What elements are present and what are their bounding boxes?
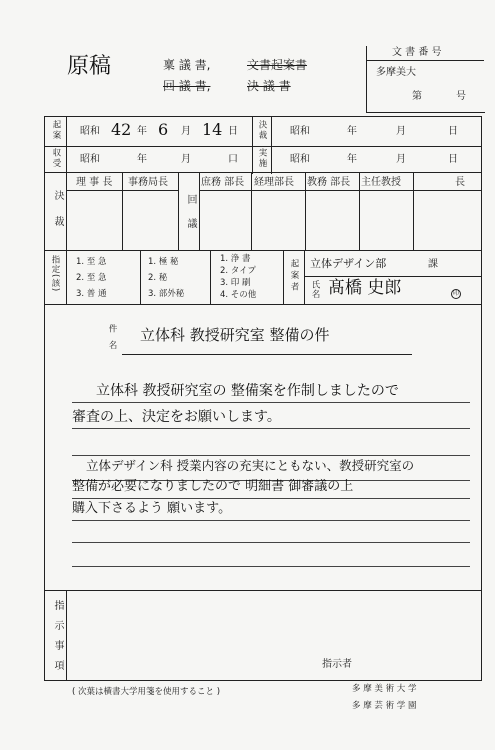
rijicho-label: 理 事 長 xyxy=(76,177,113,188)
secrecy-3: 3. 部外秘 xyxy=(148,289,185,299)
method-1: 1. 浄 書 xyxy=(220,254,251,264)
doc-type-kaigisho: 回 議 書, xyxy=(163,79,211,93)
kian-day: 14 xyxy=(202,120,223,139)
footer-note: ( 次葉は横書大学用箋を使用すること ) xyxy=(72,687,221,697)
dept-suffix: 課 xyxy=(428,259,438,270)
doc-number-dai: 第 xyxy=(412,91,422,102)
body-line-3: 立体デザイン科 授業内容の充実にともない、教授研究室の xyxy=(86,458,415,473)
shomu-bucho-label: 庶務 部長 xyxy=(201,177,245,188)
kessai-col-label: 決裁 xyxy=(52,190,63,242)
method-2: 2. タイプ xyxy=(220,266,256,276)
kyomu-bucho-label: 教務 部長 xyxy=(307,177,351,188)
kian-label: 起案 xyxy=(51,120,61,141)
jyuri-month-unit: 月 xyxy=(181,154,191,165)
shikou-year-unit: 年 xyxy=(347,154,357,165)
method-3: 3. 印 刷 xyxy=(220,278,251,288)
kian-year-unit: 年 xyxy=(137,126,147,137)
body-line-1: 立体科 教授研究室の 整備案を作制しましたので xyxy=(96,383,399,399)
stamp-genkou: 原稿 xyxy=(67,54,112,79)
shikou-day-unit: 日 xyxy=(448,154,458,165)
jimukyokucho-label: 事務局長 xyxy=(128,177,168,188)
instruction-signer-label: 指示者 xyxy=(322,659,352,670)
shikou-era: 昭和 xyxy=(290,154,310,165)
kessai-day-unit: 日 xyxy=(448,126,458,137)
footer-org-1: 多 摩 美 術 大 学 xyxy=(352,684,417,694)
doc-type-ketsugisho: 決 議 書 xyxy=(247,79,291,93)
kessai-year-unit: 年 xyxy=(347,126,357,137)
kian-year: 42 xyxy=(111,120,132,139)
doc-number-label: 文 書 番 号 xyxy=(392,47,442,58)
seal-mark: 印 xyxy=(452,290,459,297)
body-line-2: 審査の上、決定をお願いします。 xyxy=(72,409,281,425)
keiri-bucho-label: 経理部長 xyxy=(254,177,294,188)
name-label: 氏名 xyxy=(310,280,320,299)
shikou-label: 実施 xyxy=(257,148,267,169)
kian-era: 昭和 xyxy=(80,126,100,137)
kian-month: 6 xyxy=(158,120,169,139)
jyuri-era: 昭和 xyxy=(80,154,100,165)
doc-number-go: 号 xyxy=(456,91,466,102)
kessai-label: 決裁 xyxy=(257,120,267,141)
shunin-kyoju-label: 主任教授 xyxy=(361,177,401,188)
doc-type-rinqisho: 稟 議 書, xyxy=(163,58,211,72)
shitei-label: 指定(該) xyxy=(50,255,60,293)
kessai-era: 昭和 xyxy=(290,126,310,137)
urgency-2: 2. 至 急 xyxy=(76,273,107,283)
secrecy-1: 1. 極 秘 xyxy=(148,257,179,267)
jyuri-label: 収受 xyxy=(51,148,61,169)
urgency-1: 1. 至 急 xyxy=(76,257,107,267)
urgency-3: 3. 普 通 xyxy=(76,289,107,299)
doc-number-org: 多摩美大 xyxy=(376,67,416,78)
secrecy-2: 2. 秘 xyxy=(148,273,168,283)
footer-org-2: 多 摩 芸 術 学 園 xyxy=(352,701,417,711)
dept-name: 立体デザイン部 xyxy=(310,257,387,270)
doc-type-bunsho-kian: 文書起案書 xyxy=(247,58,308,72)
jyuri-day-unit: 口 xyxy=(228,154,238,165)
body-line-4: 整備が必要になりましたので 明細書 御審議の上 xyxy=(72,479,354,494)
subject-text: 立体科 教授研究室 整備の件 xyxy=(140,326,330,344)
jyuri-year-unit: 年 xyxy=(137,154,147,165)
body-line-5: 購入下さるよう 願います。 xyxy=(72,501,232,516)
cho-label: 長 xyxy=(455,177,465,188)
instruction-label: 指示事項 xyxy=(52,600,63,680)
subject-label: 件名 xyxy=(107,324,117,357)
kaigi-col-label: 回議 xyxy=(185,194,196,242)
shikou-month-unit: 月 xyxy=(396,154,406,165)
kiansha-label: 起案者 xyxy=(289,259,299,294)
kiansha-name: 髙橋 史郎 xyxy=(328,278,402,298)
kian-day-unit: 日 xyxy=(228,126,238,137)
kian-month-unit: 月 xyxy=(181,126,191,137)
method-4: 4. その他 xyxy=(220,290,257,300)
kessai-month-unit: 月 xyxy=(396,126,406,137)
